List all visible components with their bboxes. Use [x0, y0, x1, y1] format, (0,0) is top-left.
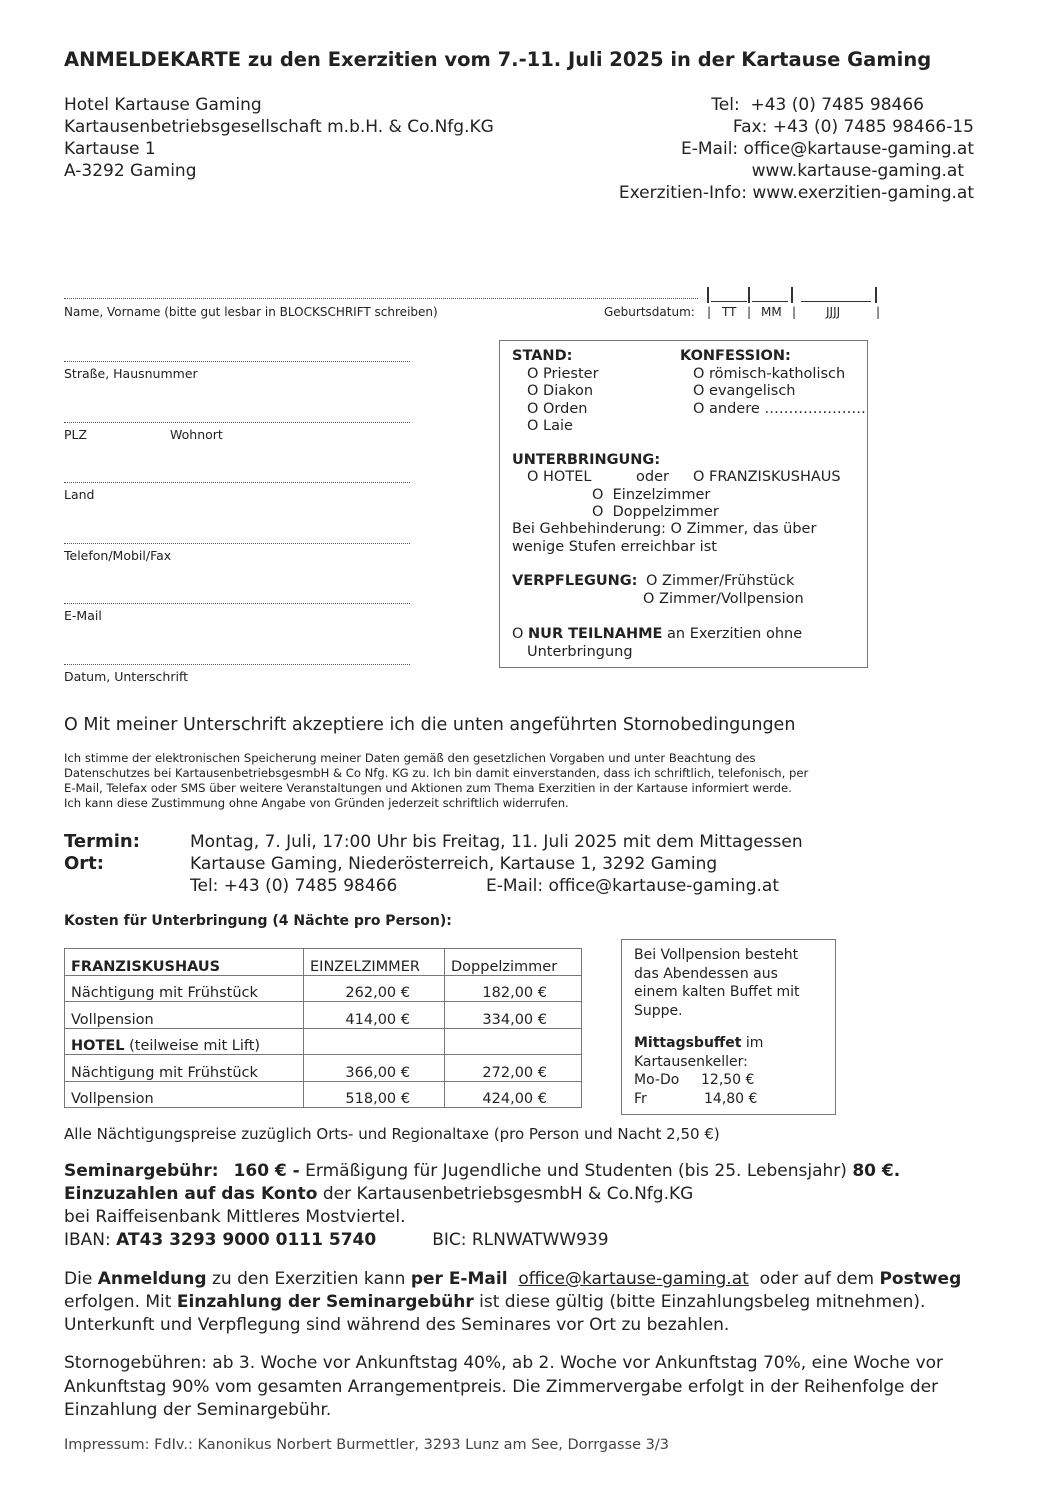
country-label: Land	[64, 487, 95, 502]
nur-teilnahme-text: an Exerzitien ohne	[662, 626, 803, 642]
gehbehinderung-line: wenige Stufen erreichbar ist	[512, 538, 717, 555]
hotel-header-bold: HOTEL	[71, 1038, 125, 1054]
stand-option-laie[interactable]: O Laie	[527, 418, 573, 434]
row-label: Nächtigung mit Frühstück	[65, 1055, 304, 1082]
price-cell: 182,00 €	[445, 975, 582, 1002]
storno-line: Stornogebühren: ab 3. Woche vor Ankunftstag 40%, ab 2. Woche vor Ankunftstag 70%, eine Woche vor	[64, 1353, 944, 1373]
row-label: Vollpension	[65, 1002, 304, 1029]
phone-input-line[interactable]	[64, 543, 410, 544]
mittagsbuffet-bold: Mittagsbuffet	[634, 1035, 742, 1051]
page-title: ANMELDEKARTE zu den Exerzitien vom 7.-11. Juli 2025 in der Kartause Gaming	[64, 48, 932, 71]
seminar-fee-label: Seminargebühr:	[64, 1161, 219, 1181]
seminar-fee-reduced: 80 €.	[852, 1161, 901, 1181]
birthdate-divider: |	[747, 305, 752, 319]
konto-line	[64, 1183, 900, 1206]
unterbringung-option-hotel[interactable]: O HOTEL	[527, 469, 592, 485]
col-einzelzimmer: EINZELZIMMER	[304, 949, 445, 976]
price-cell: 334,00 €	[445, 1002, 582, 1029]
seminar-fee-line	[64, 1160, 900, 1183]
price-cell: 272,00 €	[445, 1055, 582, 1082]
city-input-line[interactable]	[64, 422, 410, 423]
email-label: E-Mail	[64, 608, 102, 623]
col-doppelzimmer: Doppelzimmer	[445, 949, 582, 976]
mo-do-price: 12,50 €	[701, 1072, 755, 1088]
datenschutz-line: Ich kann diese Zustimmung ohne Angabe von Gründen jederzeit schriftlich widerrufen.	[64, 796, 569, 810]
iban-line	[64, 1229, 900, 1252]
storno-line: Ankunftstag 90% vom gesamten Arrangementpreis. Die Zimmervergabe erfolgt in der Reihenfolge der	[64, 1376, 939, 1397]
verpflegung-option-vollpension[interactable]: O Zimmer/Vollpension	[643, 591, 804, 607]
ort-email[interactable]: E-Mail: office@kartause-gaming.at	[486, 876, 779, 896]
ort-label: Ort:	[64, 853, 104, 874]
franziskushaus-header: FRANZISKUSHAUS	[65, 949, 304, 976]
birthdate-divider: |	[876, 305, 881, 319]
contact-fax: Fax: +43 (0) 7485 98466-15	[732, 117, 974, 137]
stand-option-orden[interactable]: O Orden	[527, 400, 588, 417]
text: Die	[64, 1269, 98, 1289]
phone-label: Telefon/Mobil/Fax	[64, 548, 172, 563]
table-row	[65, 1028, 582, 1055]
konfession-option-katholisch[interactable]: O römisch-katholisch	[693, 365, 846, 382]
gehbehinderung-line: Bei Gehbehinderung: O Zimmer, das über	[512, 521, 817, 537]
stand-section	[512, 348, 599, 436]
storno-line: Einzahlung der Seminargebühr.	[64, 1400, 332, 1420]
contact-email[interactable]: E-Mail: office@kartause-gaming.at	[681, 139, 974, 159]
info-line: das Abendessen aus	[634, 965, 778, 982]
stand-title: STAND:	[512, 348, 573, 364]
unterbringung-title: UNTERBRINGUNG:	[512, 452, 661, 468]
row-label: Vollpension	[65, 1081, 304, 1108]
kartausenkeller-line: Kartausenkeller:	[634, 1053, 748, 1070]
birthdate-month-label: MM	[761, 305, 782, 319]
address-line: Kartausenbetriebsgesellschaft m.b.H. & Co.Nfg.KG	[64, 117, 494, 137]
konfession-option-evangelisch[interactable]: O evangelisch	[693, 383, 796, 399]
address-line: Kartause 1	[64, 139, 156, 159]
iban-label: IBAN:	[64, 1230, 111, 1250]
table-row	[65, 1081, 582, 1108]
contact-tel: Tel: +43 (0) 7485 98466	[711, 95, 924, 115]
signature-label: Datum, Unterschrift	[64, 669, 189, 684]
hotel-contact	[619, 94, 974, 204]
address-line: Hotel Kartause Gaming	[64, 95, 262, 115]
konfession-option-andere[interactable]: O andere …………………	[693, 400, 866, 417]
termin-value: Montag, 7. Juli, 17:00 Uhr bis Freitag, 11. Juli 2025 mit dem Mittagessen	[190, 832, 803, 852]
verpflegung-title: VERPFLEGUNG:	[512, 573, 638, 589]
datenschutz-line: Datenschutzes bei KartausenbetriebsgesmbH & Co Nfg. KG zu. Ich bin damit einverstanden, dass ich schriftlich, telefonisch, per	[64, 766, 809, 780]
mittagsbuffet-line	[634, 1034, 800, 1053]
text: erfolgen. Mit	[64, 1292, 177, 1312]
price-cell: 414,00 €	[304, 1002, 445, 1029]
einzahlung-bold: Einzahlung der Seminargebühr	[176, 1292, 474, 1312]
nur-teilnahme-option[interactable]	[512, 626, 802, 661]
impressum: Impressum: FdIv.: Kanonikus Norbert Burmettler, 3293 Lunz am See, Dorrgasse 3/3	[64, 1437, 669, 1453]
mo-do-label: Mo-Do	[634, 1072, 680, 1088]
postweg-bold: Postweg	[879, 1269, 962, 1289]
price-cell: 366,00 €	[304, 1055, 445, 1082]
fr-price: 14,80 €	[704, 1090, 758, 1107]
hotel-address	[64, 94, 494, 182]
datenschutz-line: Ich stimme der elektronischen Speicherung meiner Daten gemäß den gesetzlichen Vorgaben und unter Beachtung des	[64, 751, 756, 765]
name-label: Name, Vorname (bitte gut lesbar in BLOCKSCHRIFT schreiben)	[64, 305, 438, 319]
konto-rest: der KartausenbetriebsgesmbH & Co.Nfg.KG	[317, 1184, 694, 1204]
text: oder auf dem	[748, 1269, 880, 1289]
bank-line: bei Raiffeisenbank Mittleres Mostviertel.	[64, 1207, 406, 1227]
bic-value: BIC: RLNWATWW939	[432, 1230, 609, 1250]
konfession-title: KONFESSION:	[680, 348, 791, 364]
street-input-line[interactable]	[64, 361, 410, 362]
info-line: Suppe.	[634, 1002, 683, 1019]
seminar-section	[64, 1160, 900, 1252]
seminar-fee-amount: 160 € -	[233, 1161, 300, 1181]
hotel-header-note: (teilweise mit Lift)	[124, 1038, 261, 1054]
birthdate-day-label: TT	[722, 305, 737, 319]
price-cell: 262,00 €	[304, 975, 445, 1002]
anmeldung-line: Unterkunft und Verpflegung sind während des Seminares vor Ort zu bezahlen.	[64, 1315, 730, 1335]
email-input-line[interactable]	[64, 603, 410, 604]
seminar-fee-text: Ermäßigung für Jugendliche und Studenten (bis 25. Lebensjahr)	[299, 1161, 853, 1181]
address-line: A-3292 Gaming	[64, 161, 197, 181]
vollpension-info-text	[634, 946, 800, 1108]
country-input-line[interactable]	[64, 482, 410, 483]
taxe-note: Alle Nächtigungspreise zuzüglich Orts- und Regionaltaxe (pro Person und Nacht 2,50 €)	[64, 1125, 720, 1143]
price-cell: 518,00 €	[304, 1081, 445, 1108]
iban-value: AT43 3293 9000 0111 5740	[116, 1230, 377, 1250]
fr-line	[634, 1090, 800, 1109]
birthdate-divider: |	[707, 305, 712, 319]
text: ist diese gültig (bitte Einzahlungsbeleg mitnehmen).	[473, 1292, 926, 1312]
kosten-title: Kosten für Unterbringung (4 Nächte pro Person):	[64, 913, 452, 929]
anmeldung-section	[64, 1268, 961, 1337]
contact-exerzitien-info[interactable]: Exerzitien-Info: www.exerzitien-gaming.at	[618, 183, 974, 203]
info-line: Bei Vollpension besteht	[634, 947, 799, 963]
per-email-bold: per E-Mail	[410, 1269, 508, 1289]
unterbringung-oder: oder	[636, 469, 669, 485]
birthdate-input-boxes[interactable]	[707, 287, 879, 303]
zimmer-option-doppel[interactable]: O Doppelzimmer	[592, 504, 719, 520]
ort-value: Kartause Gaming, Niederösterreich, Kartause 1, 3292 Gaming	[190, 854, 718, 874]
table-row	[65, 1002, 582, 1029]
mo-do-line	[634, 1071, 800, 1090]
verpflegung-option-fruehstueck[interactable]: O Zimmer/Frühstück	[646, 573, 795, 589]
name-input-line[interactable]	[64, 298, 698, 299]
storno-section	[64, 1352, 943, 1423]
datenschutz-line: E-Mail, Telefax oder SMS über weitere Veranstaltungen und Aktionen zum Thema Exerzitien in der Kartause informiert werde.	[64, 781, 792, 795]
birthdate-divider: |	[792, 305, 797, 319]
datenschutz-text	[64, 751, 808, 811]
anmeldung-line	[64, 1268, 961, 1291]
mittagsbuffet-rest: im	[741, 1035, 764, 1051]
info-line: einem kalten Buffet mit	[634, 984, 800, 1000]
email-link[interactable]: office@kartause-gaming.at	[518, 1269, 749, 1289]
konto-bold: Einzuzahlen auf das Konto	[64, 1184, 318, 1204]
street-label: Straße, Hausnummer	[64, 366, 198, 381]
table-row	[65, 949, 582, 976]
birthdate-year-label: JJJJ	[826, 305, 841, 319]
anmeldung-bold: Anmeldung	[97, 1269, 207, 1289]
nur-teilnahme-line2: Unterbringung	[527, 643, 633, 660]
signature-input-line[interactable]	[64, 664, 410, 665]
table-row	[65, 975, 582, 1002]
contact-web[interactable]: www.kartause-gaming.at	[751, 161, 964, 181]
table-row	[65, 1055, 582, 1082]
price-table	[64, 948, 582, 1108]
text: zu den Exerzitien kann	[206, 1269, 411, 1289]
konfession-section	[680, 348, 866, 418]
anmeldung-line	[64, 1291, 961, 1314]
birthdate-label: Geburtsdatum:	[604, 305, 695, 319]
termin-label: Termin:	[64, 831, 140, 852]
storno-accept-checkbox[interactable]: O Mit meiner Unterschrift akzeptiere ich die unten angeführten Stornobedingungen	[64, 715, 796, 735]
plz-label: PLZ	[64, 427, 88, 442]
ort-tel: Tel: +43 (0) 7485 98466	[190, 876, 398, 896]
city-label: Wohnort	[170, 427, 223, 442]
nur-teilnahme-checkbox[interactable]: O	[512, 626, 529, 642]
unterbringung-option-franziskushaus[interactable]: O FRANZISKUSHAUS	[693, 469, 841, 485]
zimmer-option-einzel[interactable]: O Einzelzimmer	[592, 487, 711, 503]
gehbehinderung-option[interactable]	[512, 521, 816, 556]
nur-teilnahme-bold: NUR TEILNAHME	[528, 626, 663, 642]
hotel-header	[65, 1028, 304, 1055]
empty-cell	[445, 1028, 582, 1055]
price-cell: 424,00 €	[445, 1081, 582, 1108]
empty-cell	[304, 1028, 445, 1055]
row-label: Nächtigung mit Frühstück	[65, 975, 304, 1002]
stand-option-priester[interactable]: O Priester	[527, 365, 599, 382]
stand-option-diakon[interactable]: O Diakon	[527, 383, 594, 399]
fr-label: Fr	[634, 1090, 647, 1107]
